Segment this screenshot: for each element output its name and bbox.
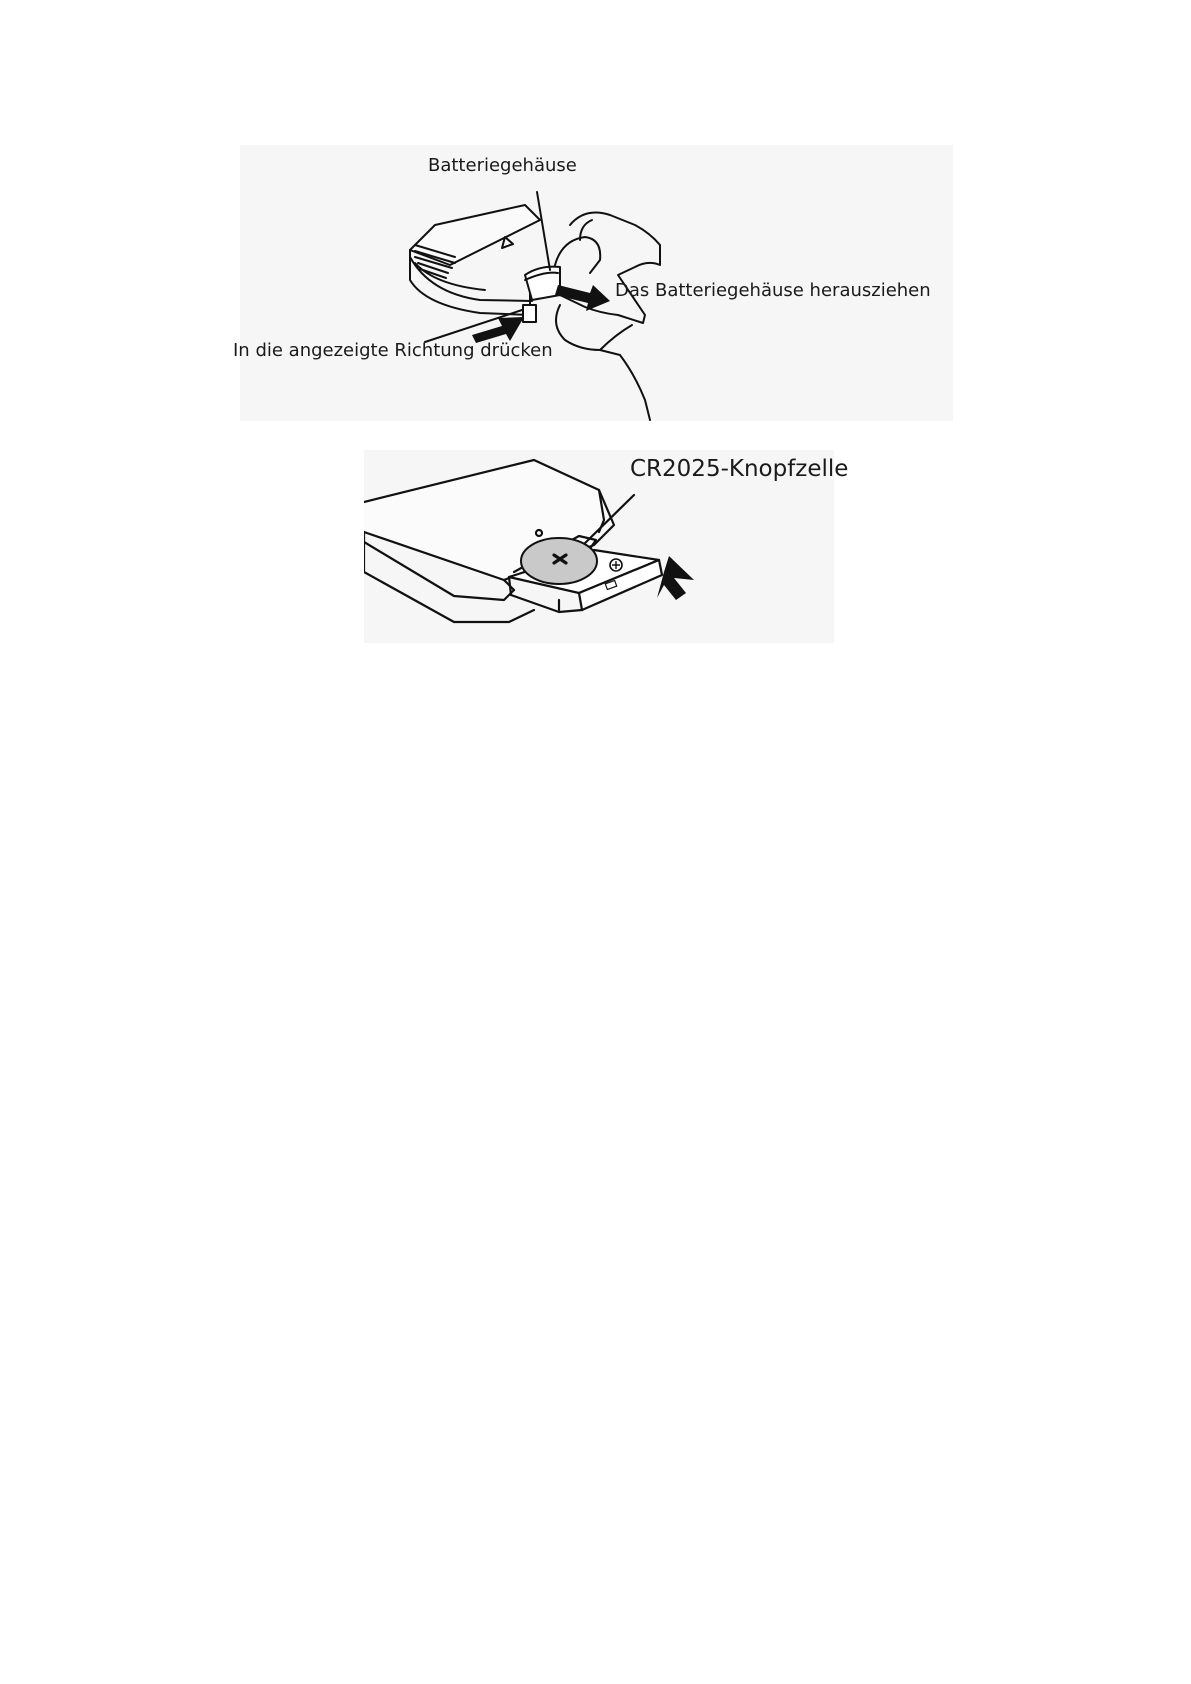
battery-type-label: CR2025-Knopfzelle xyxy=(630,456,849,482)
press-direction-instruction: In die angezeigte Richtung drücken xyxy=(233,340,553,361)
battery-housing-label: Batteriegehäuse xyxy=(428,155,577,176)
battery-removal-illustration xyxy=(233,145,953,421)
battery-insertion-illustration xyxy=(364,450,849,643)
pull-out-instruction: Das Batteriegehäuse herausziehen xyxy=(615,280,931,301)
